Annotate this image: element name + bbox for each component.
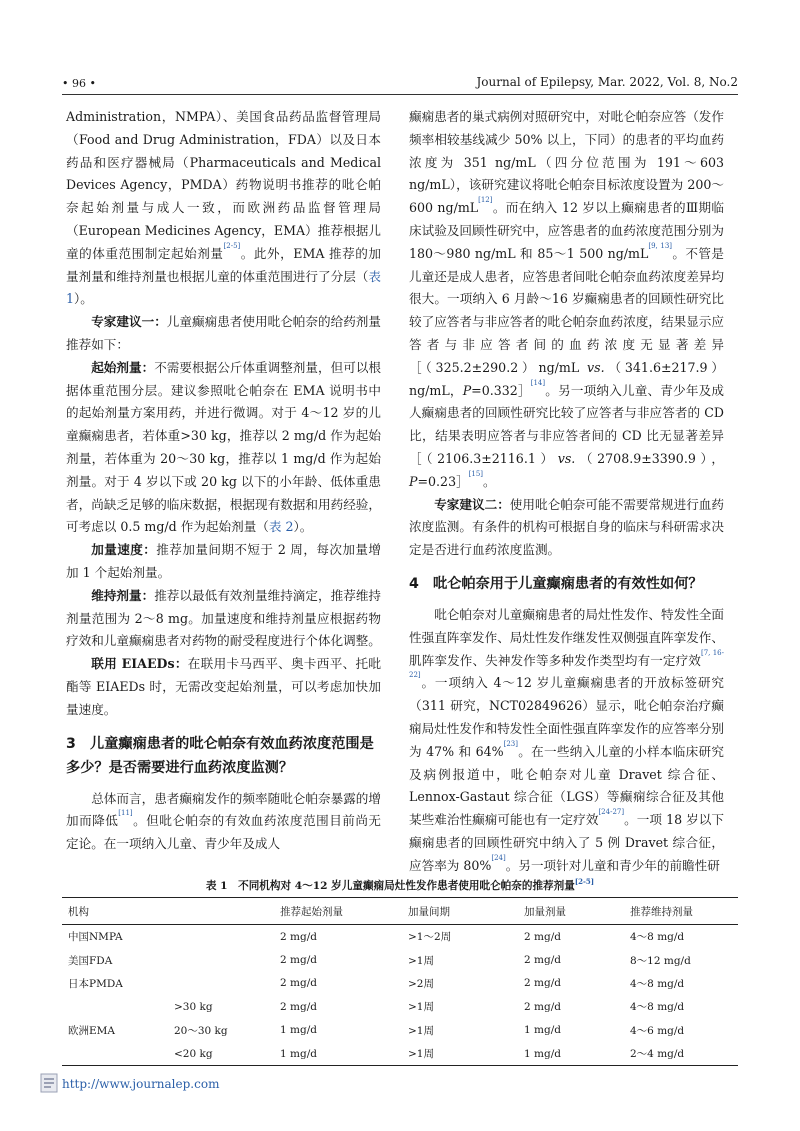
journal-logo-icon [40, 1072, 58, 1094]
text: 。此外，EMA 推荐的加量剂量和维持剂量也根据儿童的体重范围进行了分层（ [66, 245, 382, 284]
citation[interactable]: [24] [491, 853, 506, 862]
text: 癫痫患者的巢式病例对照研究中，对吡仑帕奈应答（发作频率相较基线减少 50% 以上，下同）的患者的平均血药浓度为 351 ng/mL（四分位范围为 191～603 ng/mL），该研究建议将吡仑帕奈目标浓度设置为 200～600 ng/mL [409, 109, 724, 216]
table-row [62, 995, 738, 1018]
table-cell: 1 mg/d [280, 1024, 317, 1037]
text: ）。 [293, 519, 313, 535]
paragraph [409, 106, 724, 494]
text: ）。 [74, 291, 93, 307]
table-cell: 4～8 mg/d [630, 1001, 685, 1014]
table-row [62, 1019, 738, 1042]
table-cell: 欧洲EMA [68, 1024, 115, 1037]
table-cell: >1周 [408, 1001, 434, 1014]
section-4-heading: 4 吡仑帕奈用于儿童癫痫患者的有效性如何？ [409, 575, 703, 592]
text: 。另一项针对儿童和青少年的前瞻性研 [505, 857, 720, 873]
text: 。 [483, 473, 496, 489]
recommendation-2 [409, 494, 724, 562]
citation[interactable]: [11] [118, 809, 133, 818]
column-header: 机构 [62, 898, 168, 925]
text: 推荐加量间期不短于 2 周，每次加量增加 1 个起始剂量。 [66, 542, 381, 580]
text: 。但吡仑帕奈的有效血药浓度范围目前尚无定论。在一项纳入儿童、青少年及成人 [66, 813, 382, 852]
table-cell: 2 mg/d [280, 954, 317, 967]
label: 起始剂量： [91, 359, 155, 375]
text: 。一项纳入 4～12 岁儿童癫痫患者的开放标签研究（311 研究，NCT02849626）显示，吡仑帕奈治疗癫痫局灶性发作和特发性全面性强直阵挛发作的应答率分别为 47% 和 64% [409, 675, 724, 759]
table-row [62, 972, 738, 995]
text: P [462, 382, 472, 398]
text: 吡仑帕奈对儿童癫痫患者的局灶性发作、特发性全面性强直阵挛发作、局灶性发作继发性双侧强直阵挛发作、肌阵挛发作、失神发作等多种发作类型均有一定疗效 [409, 606, 724, 668]
citation[interactable]: [24-27] [598, 808, 625, 817]
paragraph [66, 106, 381, 311]
table-cell: 2 mg/d [524, 977, 561, 990]
text: 在联用卡马西平、奥卡西平、托吡酯等 EIAEDs 时，无需改变起始剂量，可以考虑加快加量速度。 [66, 656, 382, 717]
column-header: 推荐起始剂量 [274, 898, 402, 925]
text: 。在一些纳入儿童的小样本临床研究及病例报道中，吡仑帕奈对儿童 Dravet 综合征、Lennox-Gastaut 综合征（LGS）等癫痫综合征及其他某些难治性癫痫可能也有一定疗效 [409, 743, 725, 828]
citation[interactable]: [23] [503, 739, 518, 748]
table-cell: >1周 [408, 954, 434, 967]
table-cell: >1周 [408, 1024, 434, 1037]
table-cell [168, 948, 274, 971]
right-column [409, 106, 724, 878]
text: 。另一项纳入儿童、青少年及成人癫痫患者的回顾性研究比较了应答者与非应答者的 CD 比，结果表明应答者与非应答者间的 CD 比无显著差异［（2106.3±2116.1） [409, 382, 725, 466]
table-cell [168, 925, 274, 949]
table-cell: 2 mg/d [524, 954, 561, 967]
dosage-table [62, 897, 738, 1066]
recommendation-1 [66, 311, 381, 357]
column-header: 加量剂量 [518, 898, 624, 925]
table-cell: >1周 [402, 1042, 518, 1066]
label: 专家建议二： [434, 496, 510, 512]
label: 专家建议一： [91, 314, 167, 330]
table-cell: 中国NMPA [68, 931, 123, 944]
column-header: 推荐维持剂量 [624, 898, 738, 925]
caption-text: 表 1 不同机构对 4～12 岁儿童癫痫局灶性发作患者使用吡仑帕奈的推荐剂量 [205, 880, 575, 892]
table-cell: 4～6 mg/d [630, 1024, 685, 1037]
label: 维持剂量： [91, 587, 155, 603]
text: 总体而言，患者癫痫发作的频率随吡仑帕奈暴露的增加而降低 [66, 790, 381, 829]
text: （341.6±217.9）ng/mL， [409, 359, 724, 398]
titration-paragraph [66, 539, 381, 585]
page-number: • 96 • [62, 77, 96, 90]
table-row [62, 925, 738, 949]
text: 。不管是儿童还是成人患者，应答患者间吡仑帕奈血药浓度差异均很大。一项纳入 6 月龄～16 岁癫痫患者的回顾性研究比较了应答者与非应答者的吡仑帕奈血药浓度，结果显示应答者与非应答者间的血药浓度无显著差异［（325.2±290.2）ng/mL [409, 245, 724, 375]
citation[interactable]: [2-5] [574, 877, 595, 886]
text: （2708.9±3390.9）， [575, 450, 724, 466]
table-cell [62, 995, 168, 1018]
journal-website-link[interactable]: http://www.journalep.com [62, 1077, 220, 1091]
column-header: 加量间期 [402, 898, 518, 925]
table-cell: 4～8 mg/d [630, 977, 685, 990]
citation[interactable]: [9, 13] [648, 241, 673, 250]
table-cell: >2周 [408, 977, 434, 990]
text: 儿童癫痫患者使用吡仑帕奈的给药剂量推荐如下： [66, 314, 382, 352]
table-cell: 20～30 kg [174, 1024, 228, 1037]
table-cell: >30 kg [174, 1000, 213, 1013]
table-cell: 2 mg/d [280, 977, 317, 990]
citation[interactable]: [7, 16-22] [409, 648, 724, 680]
text: P [409, 473, 418, 489]
text: 。而在纳入 12 岁以上癫痫患者的Ⅲ期临床试验及回顾性研究中，应答患者的血药浓度范围分别为 180～980 ng/mL 和 85～1 500 ng/mL [409, 200, 724, 261]
text: =0.23］ [417, 473, 469, 489]
table-cell: 1 mg/d [274, 1042, 402, 1066]
table-cell: 1 mg/d [524, 1024, 561, 1037]
table-caption [62, 878, 738, 893]
table-cell: <20 kg [168, 1042, 274, 1066]
citation[interactable]: [14] [530, 378, 546, 387]
text: 。一项 18 岁以下癫痫患者的回顾性研究中纳入了 5 例 Dravet 综合征，应答率为 80% [409, 812, 724, 873]
table-link[interactable]: 表 1 [66, 268, 381, 307]
citation[interactable]: [15] [468, 469, 484, 478]
table-cell: 2 mg/d [524, 1000, 561, 1013]
header-rule [62, 94, 738, 95]
table-cell: 8～12 mg/d [630, 954, 691, 967]
table-cell: 4～8 mg/d [630, 931, 685, 944]
text: vs. [557, 450, 576, 466]
table-cell: 日本PMDA [68, 977, 123, 990]
journal-title: Journal of Epilepsy, Mar. 2022, Vol. 8, No.2 [476, 75, 738, 89]
paragraph [66, 788, 381, 856]
table-link[interactable]: 表 2 [268, 519, 294, 535]
table-cell [62, 1042, 168, 1066]
left-column [66, 106, 381, 856]
label: 加量速度： [91, 542, 157, 558]
table-cell: 2 mg/d [524, 930, 561, 943]
start-dose-paragraph [66, 357, 381, 539]
citation[interactable]: [2-5] [223, 241, 241, 250]
text: =0.332］ [471, 382, 531, 398]
table-cell: 2～4 mg/d [624, 1042, 738, 1066]
section-3-heading: 3 儿童癫痫患者的吡仑帕奈有效血药浓度范围是多少？是否需要进行血药浓度监测？ [66, 735, 374, 776]
table-cell: 2 mg/d [280, 1000, 317, 1013]
label: 联用 EIAEDs： [91, 656, 188, 672]
column-header [168, 898, 274, 925]
table-header-row [62, 898, 738, 925]
text: 不需要根据公斤体重调整剂量，但可以根据体重范围分层。建议参照吡仑帕奈在 EMA 说明书中的起始剂量方案用药，并进行微调。对于 4～12 岁的儿童癫痫患者，若体重>30 kg，推荐以 2 mg/d 作为起始剂量，若体重为 20～30 kg，推荐以 1 mg/d 作为起始剂量。对于 4 岁以下或 20 kg 以下的小年龄、低体重患者，尚缺乏足够的临床数据，根据现有数据和用药经验，可考虑以 0.5 mg/d 作为起始剂量（ [66, 359, 382, 535]
paragraph [409, 604, 724, 878]
table-row [62, 948, 738, 971]
table-cell: 2 mg/d [280, 930, 317, 943]
text: vs. [587, 359, 605, 375]
text: 使用吡仑帕奈可能不需要常规进行血药浓度监测。有条件的机构可根据自身的临床与科研需求决定是否进行血药浓度监测。 [409, 496, 725, 558]
eiaed-paragraph [66, 653, 381, 721]
table-cell [168, 972, 274, 995]
text: 推荐以最低有效剂量维持滴定，推荐维持剂量范围为 2～8 mg。加量速度和维持剂量应根据药物疗效和儿童癫痫患者对药物的耐受程度进行个体化调整。 [66, 587, 382, 649]
maintenance-paragraph [66, 585, 381, 653]
table-cell: 美国FDA [68, 954, 113, 967]
table-cell: >1～2周 [408, 931, 452, 944]
citation[interactable]: [12] [478, 196, 493, 205]
table-row [62, 1042, 738, 1066]
text: Administration，NMPA）、美国食品药品监督管理局（Food and Drug Administration，FDA）以及日本药品和医疗器械局（Pharmaceuticals and Medical Devices Agency，PMDA）药物说明书推荐的吡仑帕奈起始剂量与成人一致，而欧洲药品监督管理局（European Medicines Agency，EMA）推荐根据儿童的体重范围制定起始剂量 [66, 109, 381, 261]
table-cell: 1 mg/d [518, 1042, 624, 1066]
